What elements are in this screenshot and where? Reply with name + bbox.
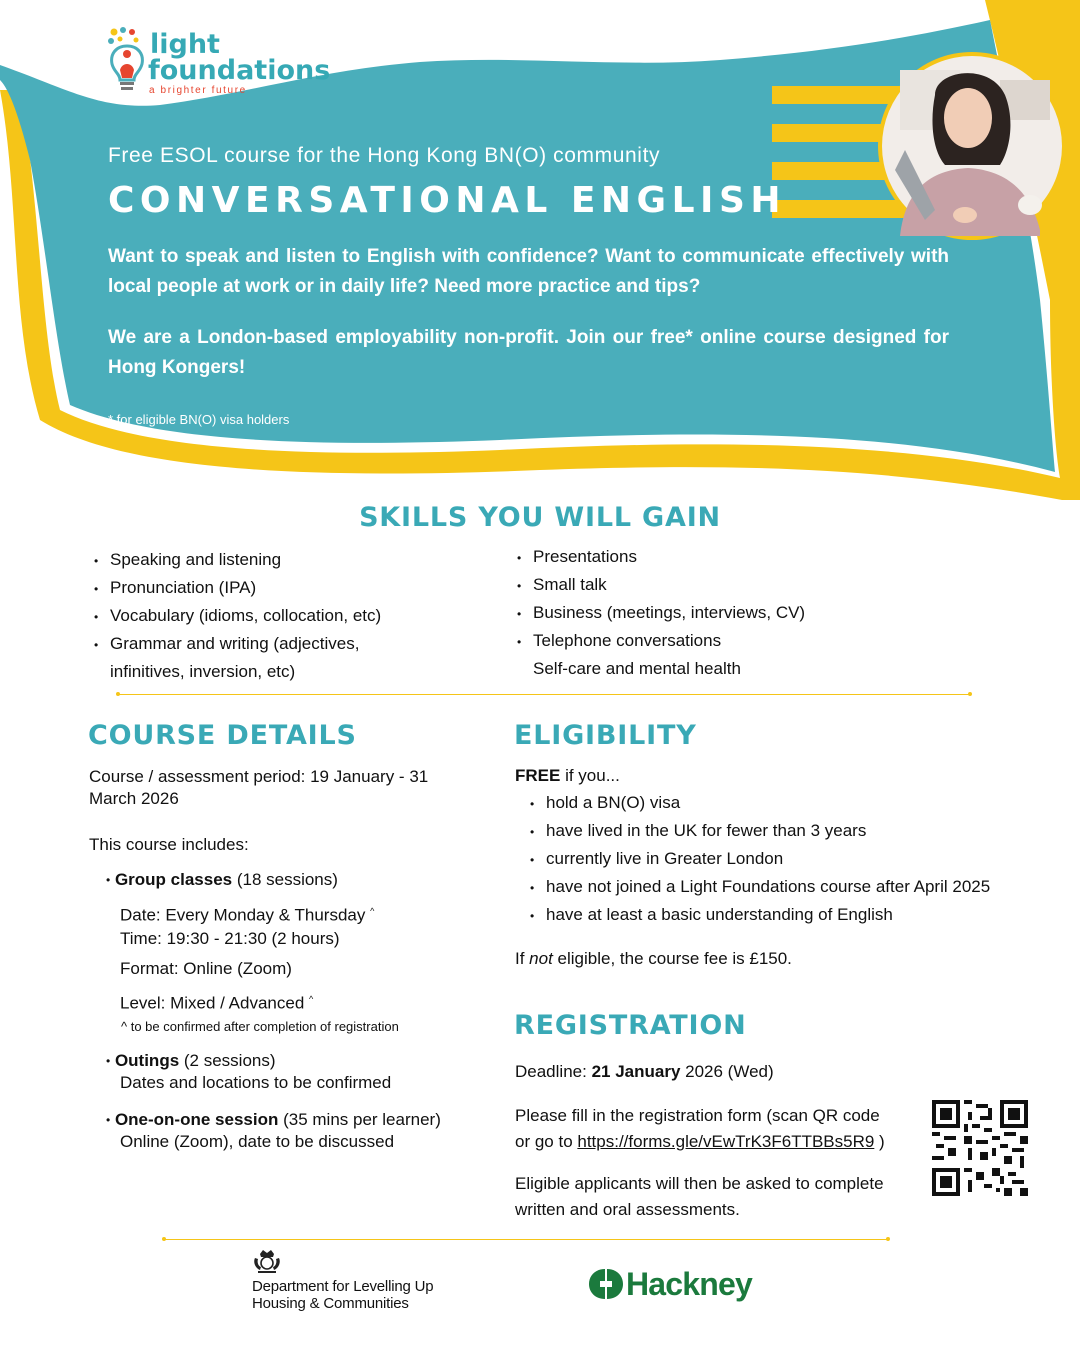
fee-prefix: If (515, 949, 530, 968)
list-item: • Telephone conversations (513, 627, 933, 655)
list-item: • have at least a basic understanding of English (526, 901, 1056, 929)
dept-line-1: Department for Levelling Up (252, 1278, 434, 1295)
list-item: • Pronunciation (IPA) (90, 574, 490, 602)
hackney-wordmark: Hackney (626, 1265, 753, 1302)
form-line-2 (515, 1129, 885, 1155)
skills-list-right (513, 543, 933, 683)
hackney-h-icon (588, 1267, 624, 1301)
fee-not: not (529, 949, 553, 968)
list-item: Self-care and mental health (533, 659, 741, 678)
hero-subtitle: Free ESOL course for the Hong Kong BN(O) community (108, 144, 661, 167)
outings-item: • Outings (2 sessions) (106, 1051, 276, 1070)
one-on-one-detail: Online (Zoom), date to be discussed (120, 1132, 395, 1151)
form-line-1: Please fill in the registration form (scan QR code (515, 1106, 880, 1125)
outings-title: Outings (114, 1051, 180, 1070)
group-date-text: Date: Every Monday & Thursday (120, 905, 366, 925)
group-format: Format: Online (Zoom) (120, 959, 292, 978)
fee-suffix: eligible, the course fee is £150. (552, 949, 792, 968)
course-includes: This course includes: (89, 835, 249, 854)
list-item: • Speaking and listening (90, 546, 490, 574)
deadline-rest: 2026 (Wed) (680, 1062, 774, 1081)
hero-intro-paragraph: Want to speak and listen to English with confidence? Want to communicate effectively with local people at work or in daily life? Need more practice and tips? (108, 246, 949, 297)
group-level (120, 984, 313, 1019)
list-item: • currently live in Greater London (526, 845, 1056, 873)
outings-count: (2 sessions) (179, 1051, 276, 1070)
group-time: Time: 19:30 - 21:30 (2 hours) (120, 929, 340, 948)
assessment-note (515, 1171, 884, 1223)
one-on-one-count: (35 mins per learner) (278, 1110, 441, 1129)
registration-heading: REGISTRATION (514, 1010, 747, 1041)
free-label: FREE (515, 766, 561, 785)
caret-note: ^ to be confirmed after completion of registration (121, 1019, 399, 1034)
registration-form-instructions (515, 1103, 885, 1155)
group-classes-title: Group classes (114, 870, 233, 889)
list-item: • Vocabulary (idioms, collocation, etc) (90, 602, 490, 630)
course-details-heading: COURSE DETAILS (88, 720, 357, 751)
course-period: Course / assessment period: 19 January - 31 March 2026 (89, 767, 429, 808)
divider-dot (968, 692, 972, 696)
caret-mark: ^ (370, 906, 375, 916)
hero-title: CONVERSATIONAL ENGLISH (108, 180, 786, 221)
divider-dot (886, 1237, 890, 1241)
list-item: • have lived in the UK for fewer than 3 years (526, 817, 1056, 845)
eligibility-list (526, 789, 1056, 929)
dluhc-logo-text (252, 1278, 433, 1312)
list-item: • Grammar and writing (adjectives, (90, 630, 490, 658)
assess-line-2: written and oral assessments. (515, 1200, 740, 1219)
group-classes-count: (18 sessions) (232, 870, 338, 889)
list-item: • have not joined a Light Foundations course after April 2025 (526, 873, 1056, 901)
logo-tagline: a brighter future (149, 85, 247, 96)
form-line-2-prefix: or go to (515, 1132, 578, 1151)
one-on-one-item: • One-on-one session (35 mins per learner) (106, 1110, 441, 1129)
logo-word-foundations: foundations (148, 55, 331, 86)
list-item: • Business (meetings, interviews, CV) (513, 599, 933, 627)
eligibility-heading: ELIGIBILITY (514, 720, 697, 751)
hackney-logo (588, 1266, 752, 1302)
group-classes-item: • Group classes (18 sessions) (106, 870, 338, 889)
footer-divider (164, 1239, 888, 1240)
list-item: • Small talk (513, 571, 933, 599)
section-divider (118, 694, 970, 695)
list-item: • hold a BN(O) visa (526, 789, 1056, 817)
caret-mark: ^ (309, 994, 314, 1004)
registration-form-link[interactable]: https://forms.gle/vEwTrK3F6TTBBs5R9 (577, 1132, 875, 1151)
deadline-label: Deadline: (515, 1062, 592, 1081)
list-item: • Presentations (513, 543, 933, 571)
skills-list-left (90, 546, 490, 686)
logo-word-light: light (150, 29, 220, 60)
assess-line-1: Eligible applicants will then be asked to complete (515, 1174, 884, 1193)
course-fee-note (515, 948, 792, 970)
eligibility-intro (515, 765, 620, 787)
one-on-one-title: One-on-one session (114, 1110, 279, 1129)
hero-org-paragraph: We are a London-based employability non-profit. Join our free* online course designed for Hong Kongers! (108, 327, 949, 378)
skills-heading: SKILLS YOU WILL GAIN (359, 502, 721, 533)
lightbulb-logo-icon (106, 26, 148, 96)
if-you-text: if you... (560, 766, 620, 785)
form-line-2-suffix: ) (874, 1132, 885, 1151)
deadline-date: 21 January (591, 1062, 681, 1081)
hero-eligibility-note: * for eligible BN(O) visa holders (108, 412, 290, 427)
dept-line-2: Housing & Communities (252, 1295, 409, 1312)
list-item-continuation: infinitives, inversion, etc) (110, 662, 296, 681)
royal-crest-icon (252, 1248, 282, 1274)
outings-detail: Dates and locations to be confirmed (120, 1073, 392, 1092)
qr-code-icon[interactable] (932, 1100, 1028, 1196)
registration-deadline (515, 1061, 774, 1083)
group-level-text: Level: Mixed / Advanced (120, 993, 305, 1013)
